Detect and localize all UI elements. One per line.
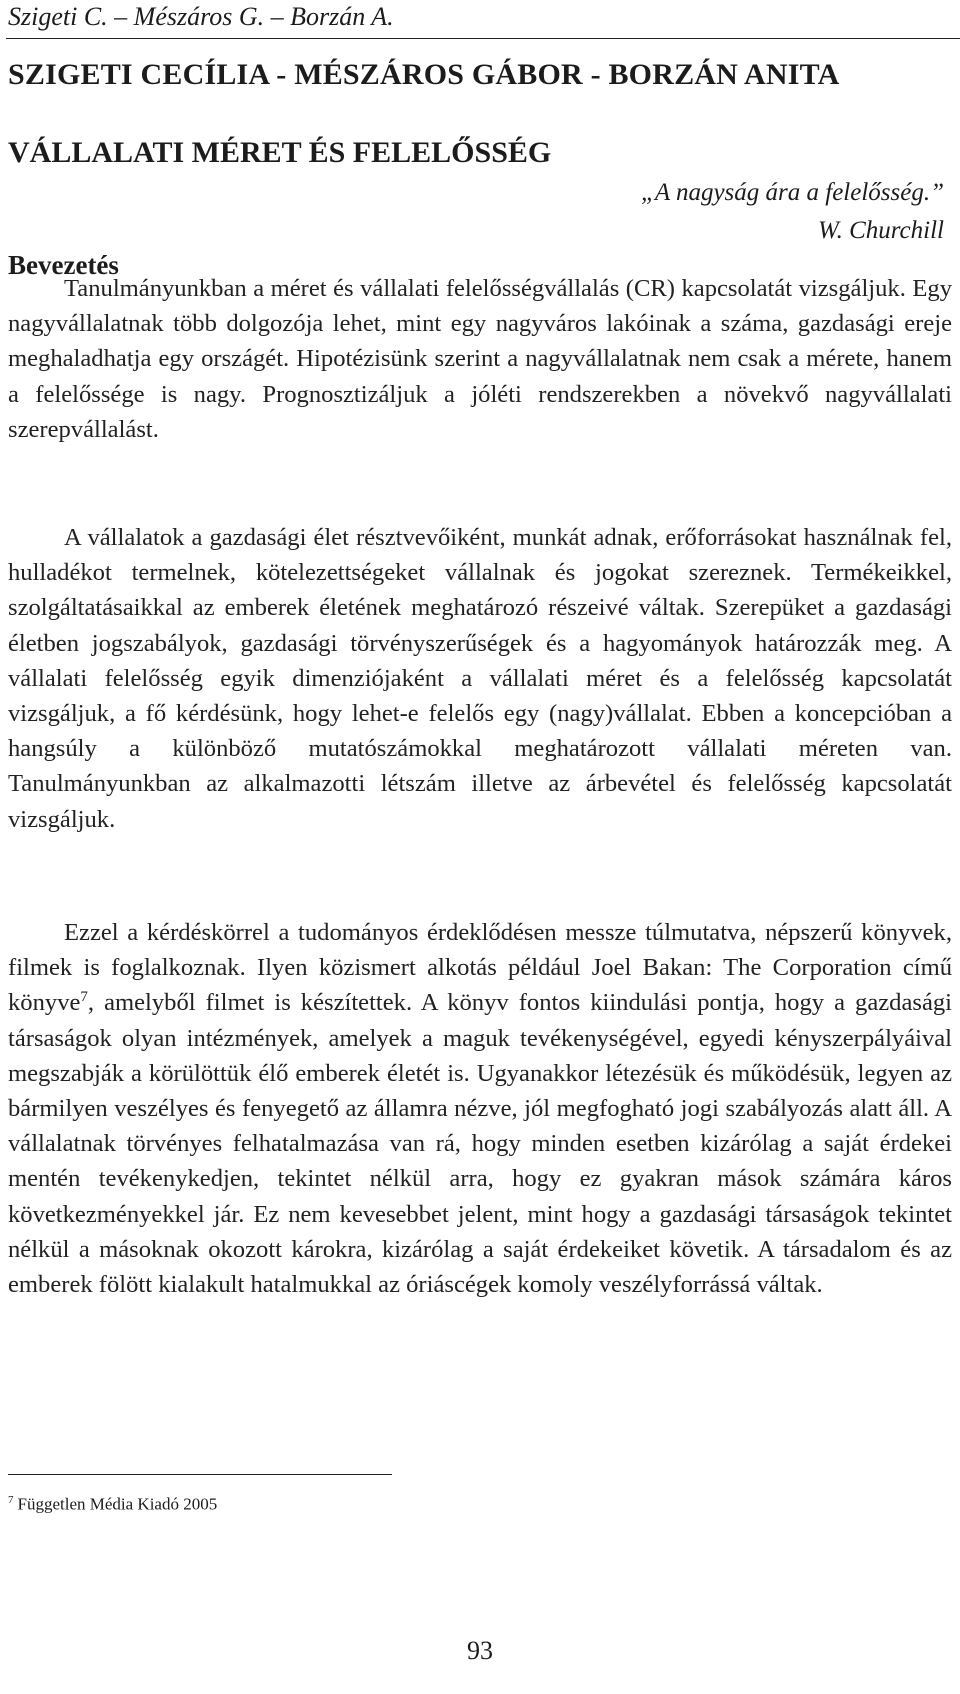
paragraph-text: , amelyből filmet is készítettek. A könyv fontos kiindulási pontja, hogy a gazdasági társaságok olyan intézmények, amelyek a maguk tevékenységével, egyedi kényszerpályáival megszabják a körülöttük élő emberek életét is. Ugyanakkor létezésük és működésük, legyen az bármilyen veszélyes és fenyegető az államra nézve, jól megfogható jogi szabályozás alatt áll. A vállalatnak törvényes felhatalmazása van rá, hogy minden esetben kizárólag a saját érdekei mentén tevékenykedjen, tekintet nélkül arra, hogy ez gyakran mások számára káros következményekkel jár. Ez nem kevesebbet jelent, mint hogy a gazdasági társaságok tekintet nélkül a másoknak okozott károkra, kizárólag a saját érdekeiket követik. A társadalom és az emberek fölött kialakult hatalmukkal az óriáscégek komoly veszélyforrássá váltak. [8,989,952,1299]
article-authors: SZIGETI CECÍLIA - MÉSZÁROS GÁBOR - BORZÁN ANITA [8,58,840,91]
footnote [8,1494,217,1515]
body-paragraph [8,915,952,1302]
body-paragraph-3-block [8,915,952,1302]
running-head: Szigeti C. – Mészáros G. – Borzán A. [8,2,394,31]
footnote-rule [8,1474,392,1475]
body-paragraph-2-block [8,520,952,837]
footnote-text: Független Média Kiadó 2005 [17,1494,218,1514]
footnote-mark: 7 [8,1494,14,1506]
footnote-reference[interactable]: 7 [80,989,88,1006]
paragraph-text: Ezzel a kérdéskörrel a tudományos érdeklődésen messze túlmutatva, népszerű könyvek, filmek is foglalkoznak. Ilyen közismert alkotás például Joel Bakan: The Corporation című könyve [8,919,952,1017]
epigraph-quote: „A nagyság ára a felelősség.” [640,179,944,206]
header-rule [6,38,960,39]
page-number: 93 [467,1636,493,1665]
body-paragraph-1-block [8,271,952,447]
epigraph [641,174,944,250]
article-title: VÁLLALATI MÉRET ÉS FELELŐSSÉG [8,136,552,169]
section-heading: Bevezetés [8,250,119,280]
body-paragraph: A vállalatok a gazdasági élet résztvevőiként, munkát adnak, erőforrásokat használnak fel, hulladékot termelnek, kötelezettségeket vállalnak és jogokat szereznek. Termékeikkel, szolgáltatásaikkal az emberek életének meghatározó részeivé váltak. Szerepüket a gazdasági életben jogszabályok, gazdasági törvényszerűségek és a hagyományok határozzák meg. A vállalati felelősség egyik dimenziójaként a vállalati méret és a felelősség kapcsolatát vizsgáljuk, a fő kérdésünk, hogy lehet-e felelős egy (nagy)vállalat. Ebben a koncepcióban a hangsúly a különböző mutatószámokkal meghatározott vállalati méreten van. Tanulmányunkban az alkalmazotti létszám illetve az árbevétel és felelősség kapcsolatát vizsgáljuk. [8,524,952,833]
body-paragraph: Tanulmányunkban a méret és vállalati felelősségvállalás (CR) kapcsolatát vizsgáljuk. Egy nagyvállalatnak több dolgozója lehet, mint egy nagyváros lakóinak a száma, gazdasági ereje meghaladhatja egy országét. Hipotézisünk szerint a nagyvállalatnak nem csak a mérete, hanem a felelőssége is nagy. Prognosztizáljuk a jóléti rendszerekben a növekvő nagyvállalati szerepvállalást. [8,275,952,443]
epigraph-author: W. Churchill [818,217,944,244]
